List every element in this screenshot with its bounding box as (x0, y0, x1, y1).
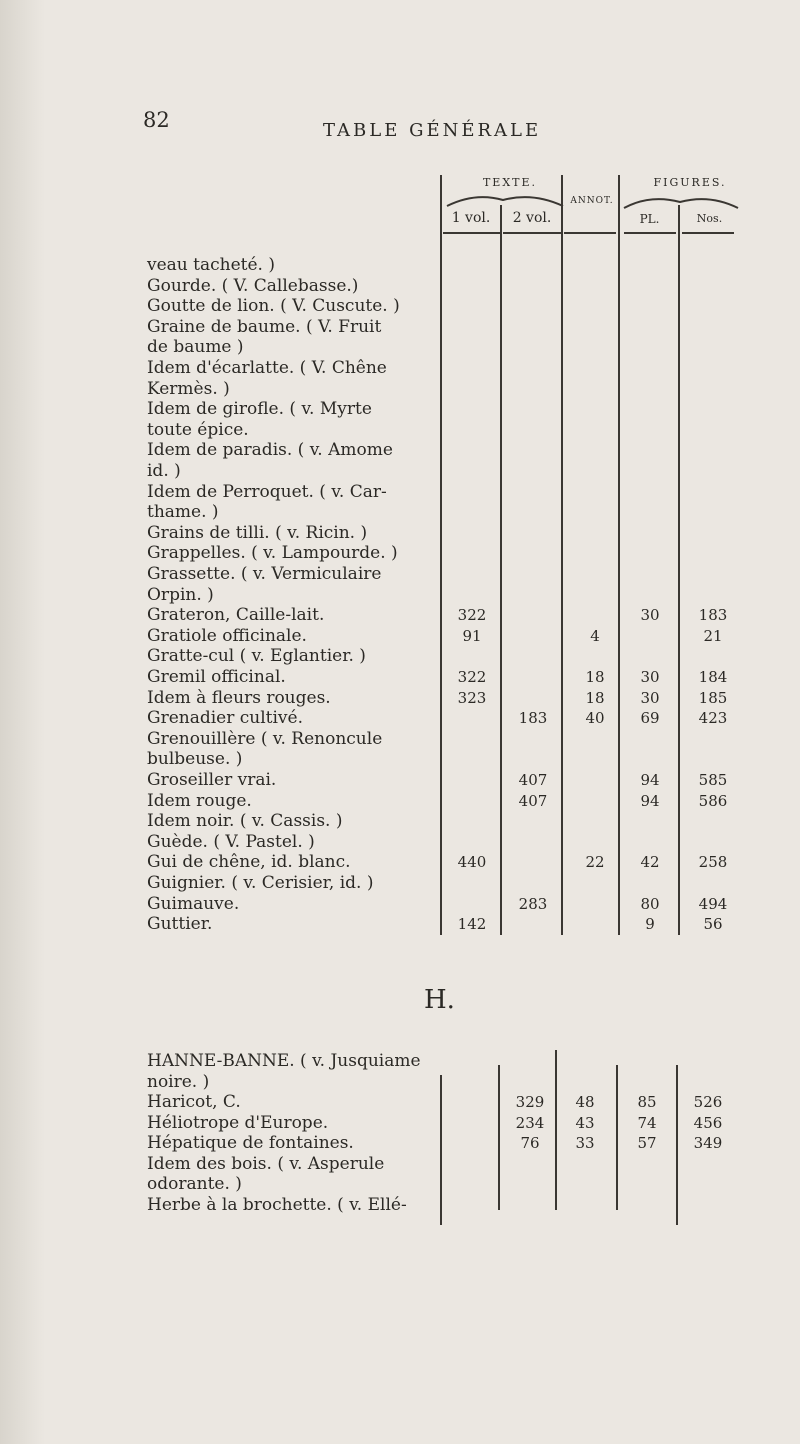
header-vol2: 2 vol. (512, 210, 552, 226)
rule-pl-underline (624, 232, 676, 234)
header-pl: PL. (639, 212, 660, 226)
entry-vol2-value: 407 (518, 771, 548, 789)
index-entry: de baume ) (147, 337, 244, 358)
column-rule (440, 1075, 442, 1225)
column-rule (500, 205, 502, 935)
entry-no-value: 21 (703, 626, 723, 645)
entry-annot-value: 22 (585, 853, 605, 872)
entry-pl-value: 42 (640, 853, 660, 872)
index-entry: Guède. ( V. Pastel. ) (147, 831, 315, 852)
index-entry: Gratiole officinale. (147, 625, 307, 646)
entry-pl-value: 30 (640, 668, 660, 686)
index-entry: Haricot, C. (147, 1092, 241, 1112)
entry-vol1-value: 440 (457, 853, 487, 872)
index-entry: Guttier. (147, 914, 213, 935)
entry-pl-value: 57 (637, 1134, 657, 1152)
rule-vol2-underline (503, 232, 561, 234)
column-rule (555, 1050, 557, 1210)
entry-no-value: 184 (698, 668, 728, 686)
index-entry: Goutte de lion. ( V. Cuscute. ) (147, 296, 400, 317)
entry-no-value: 423 (698, 709, 728, 728)
figures-brace-icon (622, 192, 740, 212)
entry-vol2-value: 76 (520, 1134, 540, 1152)
entry-annot-value: 48 (575, 1093, 595, 1111)
entry-vol2-value: 407 (518, 791, 548, 810)
entry-vol2-value: 283 (518, 894, 548, 913)
entry-no-value: 456 (693, 1113, 723, 1132)
index-entry: Idem d'écarlatte. ( V. Chêne (147, 358, 387, 378)
page-number: 82 (143, 108, 170, 132)
header-annot: ANNOT. (570, 196, 614, 206)
entry-vol2-value: 234 (515, 1113, 545, 1132)
rule-annot-underline (564, 232, 616, 234)
index-entry: bulbeuse. ) (147, 749, 243, 770)
index-entry: Kermès. ) (147, 378, 230, 399)
index-entry: Grateron, Caille-lait. (147, 605, 325, 626)
column-rule (676, 1065, 678, 1225)
entry-no-value: 258 (698, 853, 728, 872)
header-figures: FIGURES. (653, 176, 727, 189)
entry-pl-value: 80 (640, 894, 660, 913)
entry-vol1-value: 322 (457, 668, 487, 686)
entry-annot-value: 40 (585, 709, 605, 728)
index-entry: HANNE-BANNE. ( v. Jusquiame (147, 1051, 421, 1071)
index-entry: veau tacheté. ) (147, 255, 275, 275)
index-entry: Gremil officinal. (147, 667, 286, 687)
index-entry: Idem des bois. ( v. Asperule (147, 1153, 385, 1174)
texte-brace-icon (445, 190, 565, 210)
index-entry: Grassette. ( v. Vermiculaire (147, 564, 382, 584)
entry-no-value: 585 (698, 771, 728, 789)
index-entry: Grenadier cultivé. (147, 708, 304, 729)
entry-vol1-value: 322 (457, 606, 487, 625)
entry-vol2-value: 329 (515, 1093, 545, 1111)
entry-pl-value: 9 (645, 915, 655, 934)
entry-no-value: 185 (698, 688, 728, 707)
entry-pl-value: 69 (640, 709, 660, 728)
rule-vol1-underline (443, 232, 500, 234)
index-entry: Idem rouge. (147, 790, 252, 811)
entry-pl-value: 85 (637, 1093, 657, 1111)
index-entry: odorante. ) (147, 1174, 242, 1194)
index-entry: Idem à fleurs rouges. (147, 687, 331, 708)
index-entry: toute épice. (147, 419, 249, 440)
column-rule (498, 1065, 500, 1210)
entry-no-value: 494 (698, 894, 728, 913)
index-entry: noire. ) (147, 1071, 210, 1092)
index-entry: Guimauve. (147, 893, 240, 914)
entry-no-value: 183 (698, 606, 728, 625)
index-entry: Idem de paradis. ( v. Amome (147, 440, 393, 461)
entry-no-value: 349 (693, 1134, 723, 1152)
index-entry: Grenouillère ( v. Renoncule (147, 728, 383, 749)
index-entry: Graine de baume. ( V. Fruit (147, 316, 382, 337)
index-entry: thame. ) (147, 502, 219, 523)
entry-pl-value: 30 (640, 606, 660, 625)
entry-pl-value: 30 (640, 688, 660, 707)
entry-annot-value: 18 (585, 688, 605, 707)
entry-annot-value: 33 (575, 1134, 595, 1152)
running-head: TABLE GÉNÉRALE (323, 120, 542, 141)
index-entry: Idem de Perroquet. ( v. Car- (147, 481, 387, 502)
entry-annot-value: 43 (575, 1113, 595, 1132)
entry-pl-value: 94 (640, 791, 660, 810)
column-rule (440, 175, 442, 935)
index-entry: Gratte-cul ( v. Eglantier. ) (147, 646, 366, 667)
rule-nos-underline (682, 232, 734, 234)
entry-vol1-value: 91 (462, 626, 482, 645)
entry-annot-value: 18 (585, 668, 605, 686)
entry-pl-value: 74 (637, 1113, 657, 1132)
page-gutter-shadow (0, 0, 45, 1444)
column-rule (561, 175, 563, 935)
entry-pl-value: 94 (640, 771, 660, 789)
index-entry: Guignier. ( v. Cerisier, id. ) (147, 873, 374, 893)
index-entry: Idem de girofle. ( v. Myrte (147, 399, 372, 420)
index-entry: Idem noir. ( v. Cassis. ) (147, 811, 343, 832)
column-rule (678, 205, 680, 935)
index-entry: Hépatique de fontaines. (147, 1133, 354, 1153)
index-entry: Grains de tilli. ( v. Ricin. ) (147, 522, 368, 543)
entry-no-value: 56 (703, 915, 723, 934)
section-letter: H. (424, 985, 455, 1015)
entry-vol1-value: 142 (457, 915, 487, 934)
entry-no-value: 526 (693, 1093, 723, 1111)
column-rule (618, 175, 620, 935)
header-vol1: 1 vol. (451, 210, 491, 226)
index-entry: Herbe à la brochette. ( v. Ellé- (147, 1194, 407, 1215)
index-entry: Héliotrope d'Europe. (147, 1112, 329, 1133)
index-entry: Orpin. ) (147, 584, 214, 605)
header-nos: Nos. (696, 212, 723, 225)
entry-no-value: 586 (698, 791, 728, 810)
entry-vol2-value: 183 (518, 709, 548, 728)
index-entry: Grappelles. ( v. Lampourde. ) (147, 543, 398, 564)
column-rule (616, 1065, 618, 1210)
index-entry: Groseiller vrai. (147, 770, 277, 790)
index-entry: Gui de chêne, id. blanc. (147, 852, 351, 873)
header-texte: TEXTE. (482, 176, 538, 189)
index-entry: Gourde. ( V. Callebasse.) (147, 275, 359, 296)
entry-annot-value: 4 (590, 626, 600, 645)
index-entry: id. ) (147, 461, 181, 481)
entry-vol1-value: 323 (457, 688, 487, 707)
